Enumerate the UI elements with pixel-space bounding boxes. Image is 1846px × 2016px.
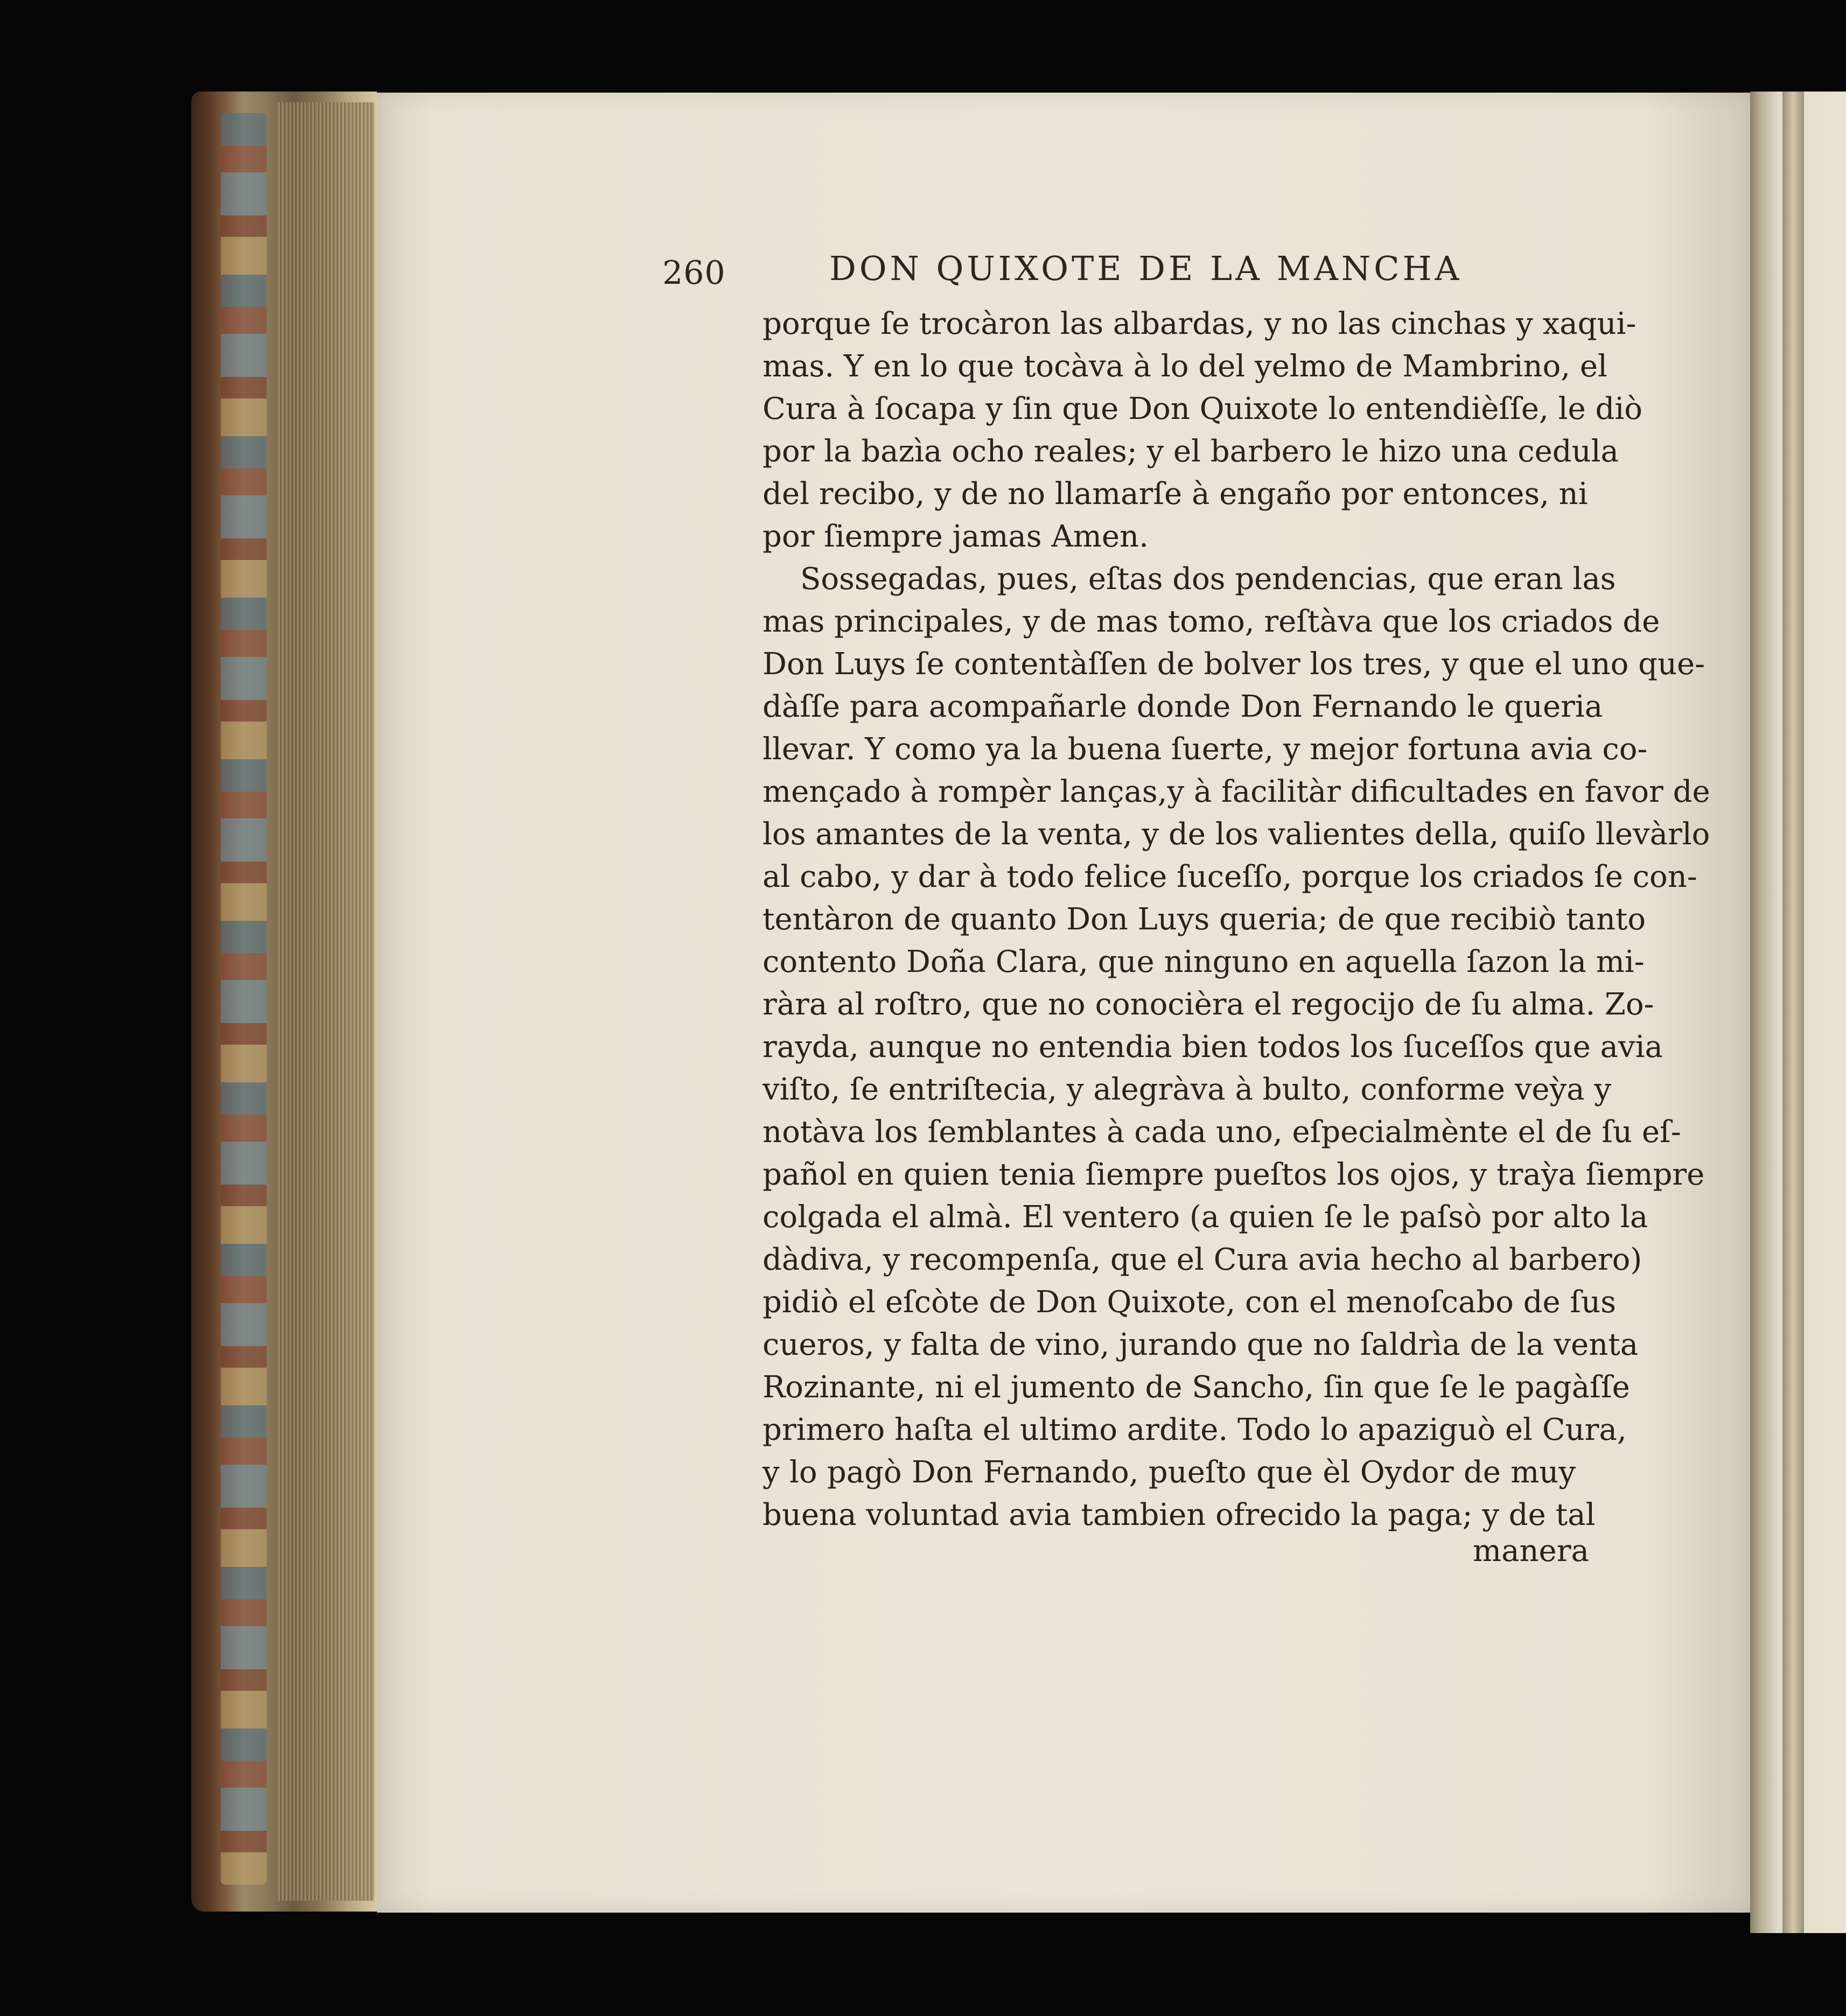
text-line: al cabo, y dar à todo felice ſuceſſo, porque los criados ſe con- — [763, 859, 1697, 894]
text-line: colgada el almà. El ventero (a quien ſe le paſsò por alto la — [763, 1200, 1648, 1235]
text-line: Cura à ſocapa y ſin que Don Quixote lo entendièſſe, le diò — [763, 391, 1642, 426]
book-page-edges — [191, 92, 377, 1912]
page-header — [662, 249, 1481, 297]
text-line: mas principales, y de mas tomo, reſtàva que los criados de — [763, 604, 1660, 639]
text-line: Rozinante, ni el jumento de Sancho, ſin que ſe le pagàſſe — [763, 1370, 1630, 1405]
text-line: cueros, y falta de vino, jurando que no ſaldrìa de la venta — [763, 1327, 1639, 1362]
text-line: dàſſe para acompañarle donde Don Fernando le queria — [763, 689, 1603, 724]
text-line: Sossegadas, pues, eſtas dos pendencias, que eran las — [800, 562, 1616, 597]
text-line: Don Luys ſe contentàſſen de bolver los tres, y que el uno que- — [763, 647, 1705, 682]
text-line: por la bazìa ocho reales; y el barbero le hizo una cedula — [763, 434, 1619, 469]
text-line: rayda, aunque no entendia bien todos los ſuceſſos que avia — [763, 1030, 1663, 1065]
text-line: porque ſe trocàron las albardas, y no las cinchas y xaqui- — [763, 306, 1637, 341]
text-line: del recibo, y de no llamarſe à engaño por entonces, ni — [763, 477, 1588, 512]
text-line: los amantes de la venta, y de los valientes della, quiſo llevàrlo — [763, 817, 1710, 852]
text-line: mençado à rompèr lanças,y à facilitàr dificultades en favor de — [763, 774, 1710, 809]
body-text — [763, 303, 1710, 1536]
text-line: pañol en quien tenia ſiempre pueſtos los ojos, y traỳa ſiempre — [763, 1157, 1705, 1192]
text-line: viſto, ſe entriſtecia, y alegràva à bulto, conforme veỳa y — [763, 1072, 1611, 1107]
text-line: dàdiva, y recompenſa, que el Cura avia hecho al barbero) — [763, 1242, 1642, 1277]
page-number: 260 — [662, 254, 726, 292]
text-line: primero haſta el ultimo ardite. Todo lo apaziguò el Cura, — [763, 1412, 1627, 1447]
running-head: DON QUIXOTE DE LA MANCHA — [829, 249, 1463, 288]
text-line: contento Doña Clara, que ninguno en aquella ſazon la mi- — [763, 944, 1645, 979]
text-line: notàva los ſemblantes à cada uno, eſpecialmènte el de ſu eſ- — [763, 1115, 1681, 1150]
text-line: buena voluntad avia tambien ofrecido la paga; y de tal — [763, 1497, 1596, 1532]
text-line: llevar. Y como ya la buena ſuerte, y mejor fortuna avia co- — [763, 732, 1648, 767]
text-line: pidiò el eſcòte de Don Quixote, con el menoſcabo de ſus — [763, 1285, 1616, 1320]
catchword: manera — [1473, 1534, 1589, 1569]
text-line: y lo pagò Don Fernando, pueſto que èl Oydor de muy — [763, 1455, 1576, 1490]
text-line: mas. Y en lo que tocàva à lo del yelmo de Mambrino, el — [763, 349, 1607, 384]
text-line: ràra al roſtro, que no conocièra el regocijo de ſu alma. Zo- — [763, 987, 1654, 1022]
facing-page-edge — [1750, 92, 1846, 1933]
text-line: por ſiempre jamas Amen. — [763, 519, 1149, 554]
text-line: tentàron de quanto Don Luys queria; de que recibiò tanto — [763, 902, 1646, 937]
